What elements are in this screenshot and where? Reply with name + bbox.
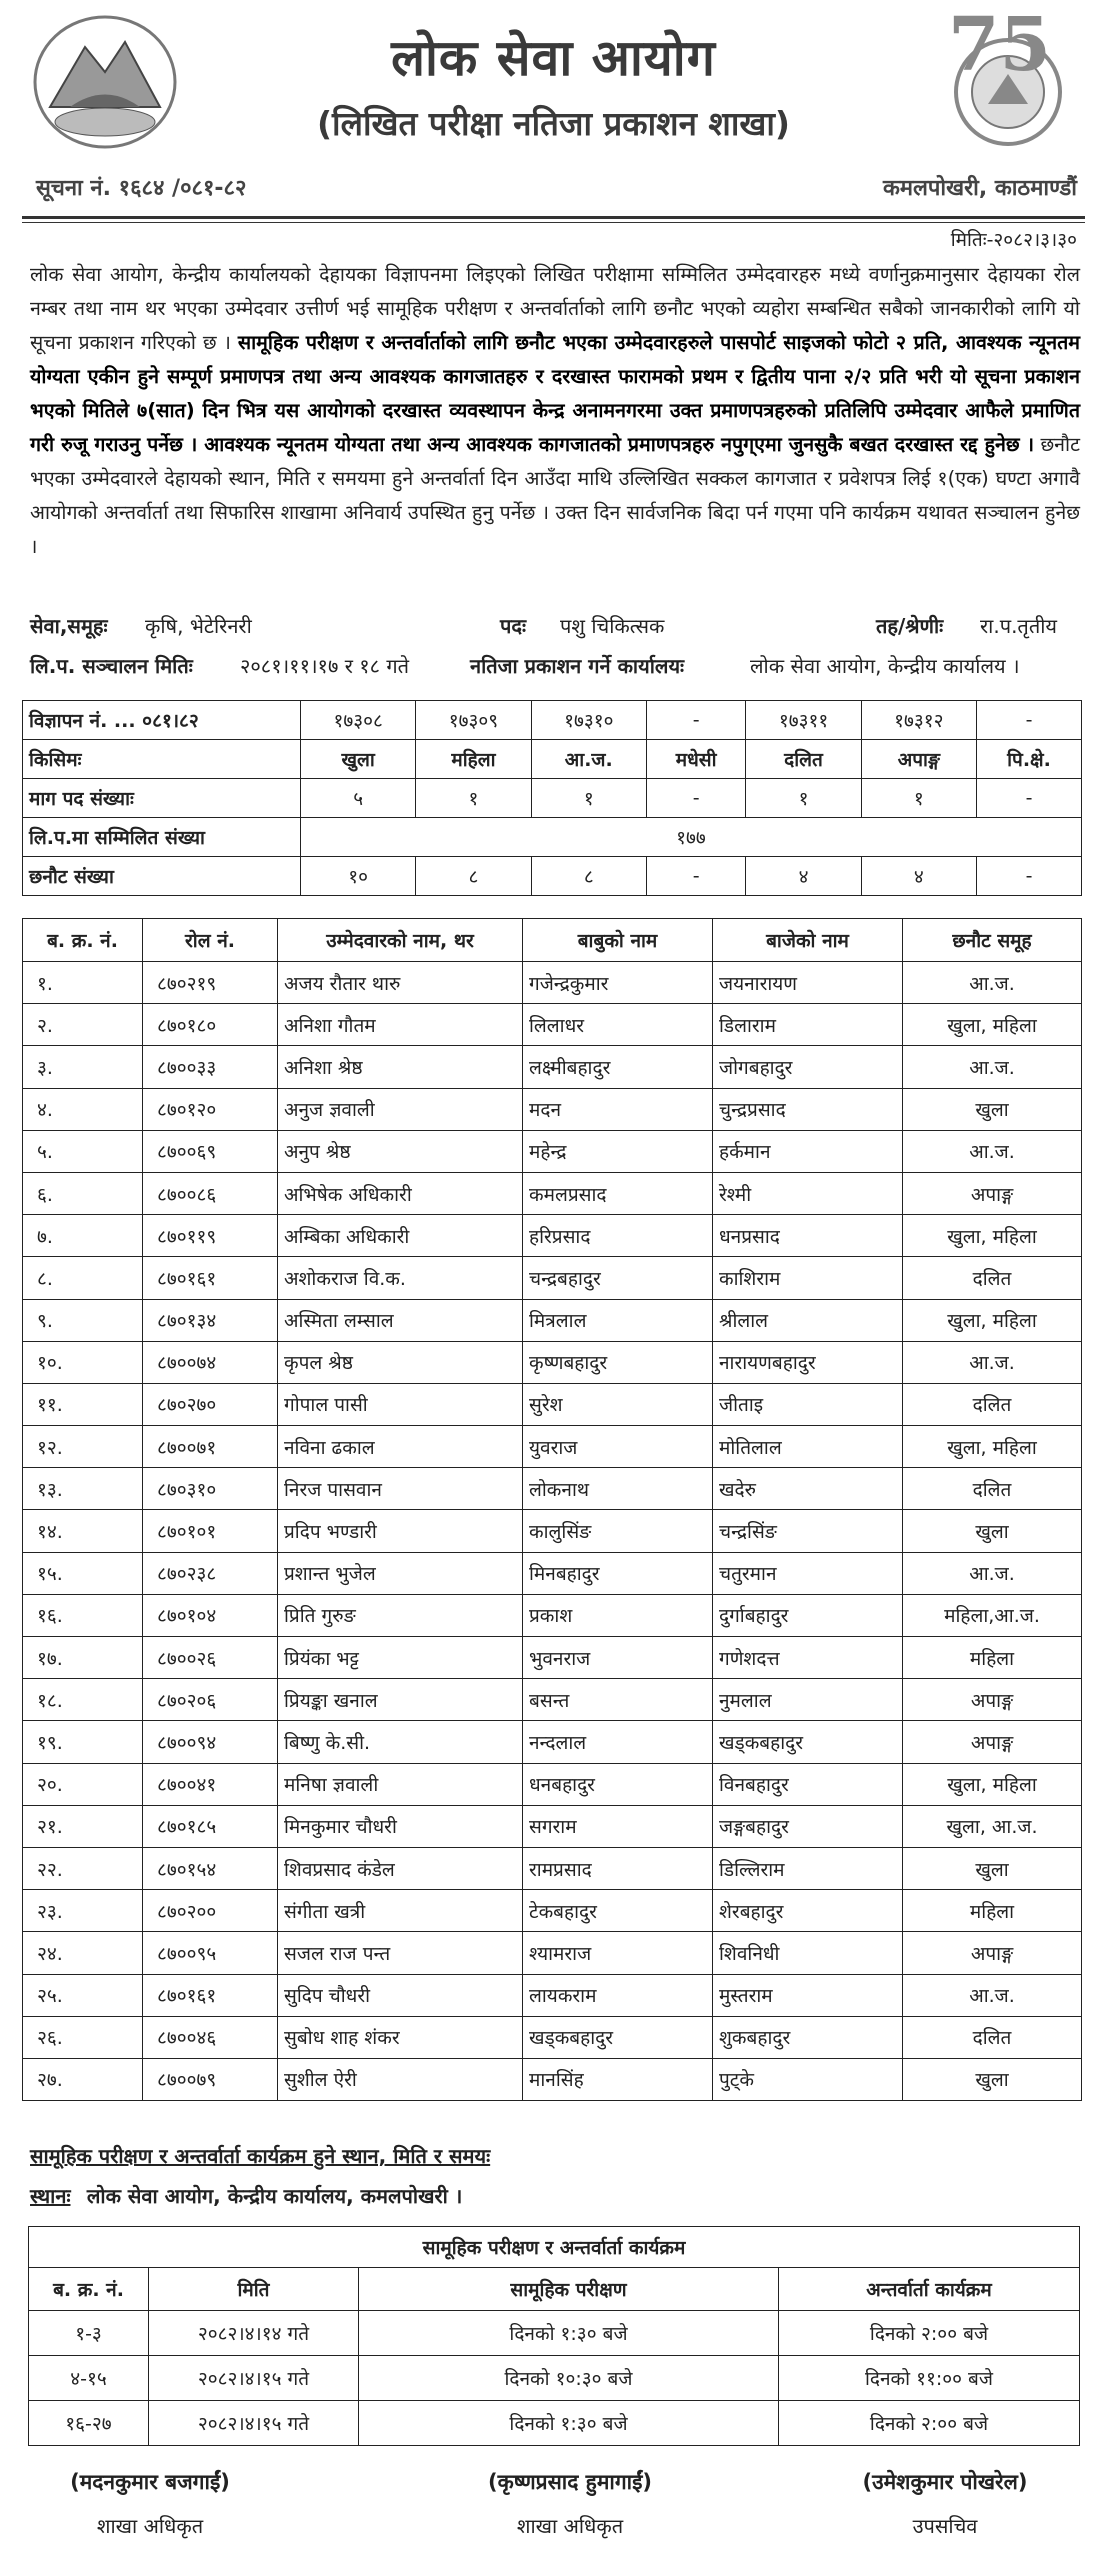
serial-no: १.	[23, 962, 143, 1004]
grandfather-name: डिल्लिराम	[713, 1847, 903, 1889]
roll-no: ८७०११९	[143, 1215, 278, 1257]
selection-group: खुला	[903, 1088, 1082, 1130]
grandfather-name: काशिराम	[713, 1257, 903, 1299]
selected-count: १०	[301, 857, 416, 896]
table-row	[23, 1172, 1082, 1214]
adv-number: १७३०९	[416, 701, 531, 740]
father-name: युवराज	[523, 1426, 713, 1468]
father-name: धनबहादुर	[523, 1763, 713, 1805]
grandfather-name: शुकबहादुर	[713, 2016, 903, 2058]
table-row	[23, 1974, 1082, 2016]
demand-count: १	[416, 779, 531, 818]
grandfather-name: मुस्तराम	[713, 1974, 903, 2016]
serial-no: २५.	[23, 1974, 143, 2016]
serial-no: ३.	[23, 1046, 143, 1088]
selection-group: महिला	[903, 1637, 1082, 1679]
grandfather-name: धनप्रसाद	[713, 1215, 903, 1257]
roll-no: ८७०२१९	[143, 962, 278, 1004]
roll-no: ८७०१३४	[143, 1299, 278, 1341]
table-row	[23, 1805, 1082, 1847]
demand-count: ५	[301, 779, 416, 818]
serial-no: २१.	[23, 1805, 143, 1847]
candidate-name: अनिशा श्रेष्ठ	[278, 1046, 523, 1088]
intro-text-1: लोक सेवा आयोग, केन्द्रीय कार्यालयको देहायका विज्ञापनमा लिइएको लिखित परीक्षामा सम्मिलित उम्मेदवारहरु मध्ये वर्णानुक्रमानुसार देहायका रोल नम्बर तथा नाम थर भएका उम्मेदवार उत्तीर्ण भई सामूहिक परीक्षण र अन्तर्वार्ताको लागि छनौट भएको व्यहोरा सम्बन्धित सबैको जानकारीको लागि यो सूचना प्रकाशन गरिएको छ ।	[30, 263, 1080, 354]
serial-no: १२.	[23, 1426, 143, 1468]
father-name: चन्द्रबहादुर	[523, 1257, 713, 1299]
schedule-range: १-३	[29, 2311, 149, 2356]
selected-label: छनौट संख्या	[23, 857, 301, 896]
selection-group: अपाङ्ग	[903, 1721, 1082, 1763]
selection-group: खुला, महिला	[903, 1299, 1082, 1341]
col-header: ब. क्र. नं.	[23, 919, 143, 962]
candidate-name: सुदिप चौधरी	[278, 1974, 523, 2016]
col-header: बाजेको नाम	[713, 919, 903, 962]
schedule-interview: दिनको २:०० बजे	[779, 2311, 1080, 2356]
grandfather-name: नुमलाल	[713, 1679, 903, 1721]
selection-group: खुला, आ.ज.	[903, 1805, 1082, 1847]
selection-group: आ.ज.	[903, 962, 1082, 1004]
grandfather-name: रेश्मी	[713, 1172, 903, 1214]
table-row	[23, 1679, 1082, 1721]
serial-no: २०.	[23, 1763, 143, 1805]
signature-role: उपसचिव	[912, 2514, 978, 2538]
father-name: गजेन्द्रकुमार	[523, 962, 713, 1004]
father-name: टेकबहादुर	[523, 1890, 713, 1932]
roll-no: ८७०३१०	[143, 1468, 278, 1510]
grandfather-name: शिवनिधी	[713, 1932, 903, 1974]
table-row	[23, 1257, 1082, 1299]
roll-no: ८७००७१	[143, 1426, 278, 1468]
selection-group: खुला, महिला	[903, 1004, 1082, 1046]
roll-no: ८७०१०१	[143, 1510, 278, 1552]
serial-no: ११.	[23, 1383, 143, 1425]
father-name: कृष्णबहादुर	[523, 1341, 713, 1383]
quota-type: आ.ज.	[531, 740, 646, 779]
selection-group: दलित	[903, 2016, 1082, 2058]
quota-type: अपाङ्ग	[861, 740, 976, 779]
selection-group: आ.ज.	[903, 1046, 1082, 1088]
selection-group: दलित	[903, 1383, 1082, 1425]
roll-no: ८७०२३८	[143, 1552, 278, 1594]
father-name: लोकनाथ	[523, 1468, 713, 1510]
service-value: कृषि, भेटेरिनरी	[145, 614, 252, 638]
schedule-date: २०८२।४।१५ गते	[149, 2401, 359, 2446]
demand-count: १	[531, 779, 646, 818]
candidate-name: प्रियङ्का खनाल	[278, 1679, 523, 1721]
serial-no: १९.	[23, 1721, 143, 1763]
quota-type: महिला	[416, 740, 531, 779]
serial-no: २.	[23, 1004, 143, 1046]
roll-no: ८७०१८०	[143, 1004, 278, 1046]
serial-no: ६.	[23, 1172, 143, 1214]
father-name: कालुसिंङ	[523, 1510, 713, 1552]
logo-75-text: 75	[948, 2, 1051, 88]
table-row	[23, 1383, 1082, 1425]
table-row	[23, 1046, 1082, 1088]
intro-text-bold: सामूहिक परीक्षण र अन्तर्वार्ताको लागि छनौट भएका उम्मेदवारहरुले पासपोर्ट साइजको फोटो २ प्रति, आवश्यक न्यूनतम योग्यता एकीन हुने सम्पूर्ण प्रमाणपत्र तथा अन्य आवश्यक कागजातहरु र दरखास्त फारामको प्रथम र द्वितीय पाना २/२ प्रति भरी यो सूचना प्रकाशन भएको मितिले ७(सात) दिन भित्र यस आयोगको दरखास्त व्यवस्थापन केन्द्र अनामनगरमा उक्त प्रमाणपत्रहरुको प्रतिलिपि उम्मेदवार आफैले प्रमाणित गरी रुजू गराउनु पर्नेछ । आवश्यक न्यूनतम योग्यता तथा अन्य आवश्यक कागजातको प्रमाणपत्रहरु नपुग्एमा जुनसुकै बखत दरखास्त रद्द हुनेछ ।	[30, 331, 1080, 456]
roll-no: ८७०१६१	[143, 1257, 278, 1299]
quota-type: पि.क्षे.	[977, 740, 1082, 779]
serial-no: १७.	[23, 1637, 143, 1679]
grandfather-name: हर्कमान	[713, 1130, 903, 1172]
table-row	[23, 1004, 1082, 1046]
vacancy-selected-row	[23, 857, 1082, 896]
notice-date: मितिः-२०८२।३।३०	[950, 229, 1077, 251]
schedule-interview: दिनको २:०० बजे	[779, 2401, 1080, 2446]
candidate-name: सुशील ऐरी	[278, 2058, 523, 2100]
candidate-name: अनुप श्रेष्ठ	[278, 1130, 523, 1172]
adv-number: १७३१२	[861, 701, 976, 740]
signature-name: (मदनकुमार बजगाईं)	[70, 2470, 230, 2494]
grandfather-name: खड्कबहादुर	[713, 1721, 903, 1763]
selection-group: आ.ज.	[903, 1341, 1082, 1383]
father-name: लक्ष्मीबहादुर	[523, 1046, 713, 1088]
vacancy-type-row	[23, 740, 1082, 779]
candidate-name: प्रिति गुरुङ	[278, 1594, 523, 1636]
roll-no: ८७००८६	[143, 1172, 278, 1214]
candidate-name: मनिषा ज्ञवाली	[278, 1763, 523, 1805]
candidate-name: सजल राज पन्त	[278, 1932, 523, 1974]
serial-no: १३.	[23, 1468, 143, 1510]
table-row	[23, 1426, 1082, 1468]
quota-type: खुला	[301, 740, 416, 779]
roll-no: ८७००७९	[143, 2058, 278, 2100]
grandfather-name: विनबहादुर	[713, 1763, 903, 1805]
candidate-name: प्रियंका भट्ट	[278, 1637, 523, 1679]
vacancy-participants-row	[23, 818, 1082, 857]
selection-group: अपाङ्ग	[903, 1172, 1082, 1214]
father-name: लिलाधर	[523, 1004, 713, 1046]
candidate-name: बिष्णु के.सी.	[278, 1721, 523, 1763]
schedule-date: २०८२।४।१४ गते	[149, 2311, 359, 2356]
roll-no: ८७००६९	[143, 1130, 278, 1172]
candidates-table	[22, 918, 1082, 2101]
selected-count: ८	[531, 857, 646, 896]
adv-number: १७३११	[746, 701, 861, 740]
intro-paragraph	[30, 258, 1080, 564]
father-name: बसन्त	[523, 1679, 713, 1721]
roll-no: ८७०२०६	[143, 1679, 278, 1721]
serial-no: २७.	[23, 2058, 143, 2100]
grandfather-name: पुट्के	[713, 2058, 903, 2100]
selection-group: अपाङ्ग	[903, 1679, 1082, 1721]
grandfather-name: मोतिलाल	[713, 1426, 903, 1468]
serial-no: १५.	[23, 1552, 143, 1594]
serial-no: १८.	[23, 1679, 143, 1721]
serial-no: ८.	[23, 1257, 143, 1299]
level-label: तह/श्रेणीः	[876, 614, 944, 638]
serial-no: २४.	[23, 1932, 143, 1974]
selection-group: खुला, महिला	[903, 1215, 1082, 1257]
roll-no: ८७०१८५	[143, 1805, 278, 1847]
candidate-name: प्रदिप भण्डारी	[278, 1510, 523, 1552]
selection-group: दलित	[903, 1257, 1082, 1299]
post-value: पशु चिकित्सक	[560, 614, 665, 638]
candidate-name: अनिशा गौतम	[278, 1004, 523, 1046]
father-name: भुवनराज	[523, 1637, 713, 1679]
table-row	[23, 1088, 1082, 1130]
selected-count: ८	[416, 857, 531, 896]
grandfather-name: चुन्द्रप्रसाद	[713, 1088, 903, 1130]
selected-count: ४	[861, 857, 976, 896]
signature-name: (उमेशकुमार पोखरेल)	[862, 2470, 1028, 2494]
roll-no: ८७०२७०	[143, 1383, 278, 1425]
schedule-row	[29, 2401, 1080, 2446]
demand-count: १	[746, 779, 861, 818]
schedule-date: २०८२।४।१५ गते	[149, 2356, 359, 2401]
vacancy-table	[22, 700, 1082, 896]
father-name: महेन्द्र	[523, 1130, 713, 1172]
col-header: बाबुको नाम	[523, 919, 713, 962]
candidate-name: मिनकुमार चौधरी	[278, 1805, 523, 1847]
demand-count: १	[861, 779, 976, 818]
exam-info-row	[30, 652, 1080, 682]
schedule-group-test: दिनको १:३० बजे	[359, 2401, 779, 2446]
roll-no: ८७०१५४	[143, 1847, 278, 1889]
roll-no: ८७०१२०	[143, 1088, 278, 1130]
table-row	[23, 1847, 1082, 1889]
candidates-header-row	[23, 919, 1082, 962]
father-name: हरिप्रसाद	[523, 1215, 713, 1257]
selection-group: खुला	[903, 2058, 1082, 2100]
col-header: सामूहिक परीक्षण	[359, 2268, 779, 2311]
service-info-row	[30, 612, 1080, 642]
result-office-label: नतिजा प्रकाशन गर्ने कार्यालयः	[470, 654, 685, 678]
father-name: सगराम	[523, 1805, 713, 1847]
grandfather-name: डिलाराम	[713, 1004, 903, 1046]
quota-type: दलित	[746, 740, 861, 779]
table-row	[23, 2016, 1082, 2058]
vacancy-demand-row	[23, 779, 1082, 818]
exam-date-label: लि.प. सञ्चालन मितिः	[30, 654, 193, 678]
result-office-value: लोक सेवा आयोग, केन्द्रीय कार्यालय ।	[750, 654, 1020, 678]
roll-no: ८७००२६	[143, 1637, 278, 1679]
serial-no: ५.	[23, 1130, 143, 1172]
selection-group: खुला	[903, 1510, 1082, 1552]
table-row	[23, 1932, 1082, 1974]
grandfather-name: खदेरु	[713, 1468, 903, 1510]
office-location: कमलपोखरी, काठमाण्डौं	[882, 176, 1077, 201]
father-name: लायकराम	[523, 1974, 713, 2016]
exam-date-value: २०८१।११।१७ र १८ गते	[240, 654, 410, 678]
intro-text-2: छनौट भएका उम्मेदवारले देहायको स्थान, मिति र समयमा हुने अन्तर्वार्ता दिन आउँदा माथि उल्लिखित सक्कल कागजात र प्रवेशपत्र लिई १(एक) घण्टा अगावै आयोगको अन्तर्वार्ता तथा सिफारिस शाखामा अनिवार्य उपस्थित हुनु पर्नेछ । उक्त दिन सार्वजनिक बिदा पर्न गएमा पनि कार्यक्रम यथावत सञ्चालन हुनेछ ।	[30, 433, 1080, 558]
table-row	[23, 1299, 1082, 1341]
roll-no: ८७००९४	[143, 1721, 278, 1763]
father-name: सुरेश	[523, 1383, 713, 1425]
schedule-group-test: दिनको १:३० बजे	[359, 2311, 779, 2356]
adv-number: -	[646, 701, 745, 740]
candidate-name: अजय रौतार थारु	[278, 962, 523, 1004]
selection-group: अपाङ्ग	[903, 1932, 1082, 1974]
roll-no: ८७००९५	[143, 1932, 278, 1974]
selection-group: आ.ज.	[903, 1974, 1082, 2016]
candidate-name: प्रशान्त भुजेल	[278, 1552, 523, 1594]
schedule-range: ४-१५	[29, 2356, 149, 2401]
col-header: अन्तर्वार्ता कार्यक्रम	[779, 2268, 1080, 2311]
place-label: स्थानः	[30, 2184, 71, 2208]
serial-no: १४.	[23, 1510, 143, 1552]
schedule-table	[28, 2226, 1080, 2446]
page-subtitle: (लिखित परीक्षा नतिजा प्रकाशन शाखा)	[316, 104, 791, 143]
grandfather-name: श्रीलाल	[713, 1299, 903, 1341]
table-row	[23, 1890, 1082, 1932]
grandfather-name: नारायणबहादुर	[713, 1341, 903, 1383]
page-title: लोक सेवा आयोग	[391, 29, 716, 87]
selection-group: खुला, महिला	[903, 1763, 1082, 1805]
participants-label: लि.प.मा सम्मिलित संख्या	[23, 818, 301, 857]
col-header: मिति	[149, 2268, 359, 2311]
selected-count: ४	[746, 857, 861, 896]
selection-group: महिला	[903, 1890, 1082, 1932]
schedule-place-row	[30, 2182, 462, 2209]
serial-no: २२.	[23, 1847, 143, 1889]
candidate-name: अभिषेक अधिकारी	[278, 1172, 523, 1214]
father-name: रामप्रसाद	[523, 1847, 713, 1889]
type-label: किसिमः	[23, 740, 301, 779]
table-row	[23, 2058, 1082, 2100]
table-row	[23, 1341, 1082, 1383]
demand-label: माग पद संख्याः	[23, 779, 301, 818]
serial-no: ४.	[23, 1088, 143, 1130]
col-header: उम्मेदवारको नाम, थर	[278, 919, 523, 962]
schedule-caption-row	[29, 2227, 1080, 2268]
col-header: छनौट समूह	[903, 919, 1082, 962]
grandfather-name: जयनारायण	[713, 962, 903, 1004]
notice-number: सूचना नं. १६८४ /०८१-८२	[36, 176, 247, 201]
father-name: मित्रलाल	[523, 1299, 713, 1341]
grandfather-name: शेरबहादुर	[713, 1890, 903, 1932]
candidate-name: अशोकराज वि.क.	[278, 1257, 523, 1299]
schedule-interview: दिनको ११:०० बजे	[779, 2356, 1080, 2401]
father-name: मिनबहादुर	[523, 1552, 713, 1594]
quota-type: मधेसी	[646, 740, 745, 779]
father-name: मानसिंह	[523, 2058, 713, 2100]
roll-no: ८७०२००	[143, 1890, 278, 1932]
col-header: ब. क्र. नं.	[29, 2268, 149, 2311]
schedule-header-row	[29, 2268, 1080, 2311]
selection-group: खुला, महिला	[903, 1426, 1082, 1468]
signature-role: शाखा अधिकृत	[516, 2514, 624, 2538]
header-divider-thin	[22, 222, 1085, 223]
table-row	[23, 962, 1082, 1004]
schedule-range: १६-२७	[29, 2401, 149, 2446]
candidate-name: संगीता खत्री	[278, 1890, 523, 1932]
table-row	[23, 1721, 1082, 1763]
demand-count: -	[977, 779, 1082, 818]
selection-group: आ.ज.	[903, 1130, 1082, 1172]
signature-name: (कृष्णप्रसाद हुमागाईं)	[487, 2470, 653, 2494]
table-row	[23, 1510, 1082, 1552]
candidate-name: अनुज ज्ञवाली	[278, 1088, 523, 1130]
adv-number: १७३०८	[301, 701, 416, 740]
grandfather-name: चन्द्रसिंङ	[713, 1510, 903, 1552]
selection-group: दलित	[903, 1468, 1082, 1510]
selection-group: आ.ज.	[903, 1552, 1082, 1594]
schedule-group-test: दिनको १०:३० बजे	[359, 2356, 779, 2401]
signature-role: शाखा अधिकृत	[96, 2514, 204, 2538]
grandfather-name: जोगबहादुर	[713, 1046, 903, 1088]
table-row	[23, 1215, 1082, 1257]
col-header: रोल नं.	[143, 919, 278, 962]
candidate-name: नविना ढकाल	[278, 1426, 523, 1468]
candidate-name: निरज पासवान	[278, 1468, 523, 1510]
serial-no: १०.	[23, 1341, 143, 1383]
adv-number: १७३१०	[531, 701, 646, 740]
table-row	[23, 1552, 1082, 1594]
table-row	[23, 1130, 1082, 1172]
father-name: नन्दलाल	[523, 1721, 713, 1763]
grandfather-name: जङ्गबहादुर	[713, 1805, 903, 1847]
father-name: मदन	[523, 1088, 713, 1130]
father-name: खड्कबहादुर	[523, 2016, 713, 2058]
table-row	[23, 1637, 1082, 1679]
serial-no: २३.	[23, 1890, 143, 1932]
participants-count: १७७	[301, 818, 1082, 857]
candidate-name: गोपाल पासी	[278, 1383, 523, 1425]
place-value: लोक सेवा आयोग, केन्द्रीय कार्यालय, कमलपोखरी ।	[86, 2184, 463, 2208]
roll-no: ८७०१६१	[143, 1974, 278, 2016]
roll-no: ८७००४१	[143, 1763, 278, 1805]
demand-count: -	[646, 779, 745, 818]
father-name: श्यामराज	[523, 1932, 713, 1974]
schedule-row	[29, 2356, 1080, 2401]
roll-no: ८७००७४	[143, 1341, 278, 1383]
schedule-caption: सामूहिक परीक्षण र अन्तर्वार्ता कार्यक्रम	[29, 2227, 1080, 2268]
service-label: सेवा,समूहः	[30, 614, 108, 638]
post-label: पदः	[500, 614, 527, 638]
serial-no: ७.	[23, 1215, 143, 1257]
table-row	[23, 1468, 1082, 1510]
schedule-row	[29, 2311, 1080, 2356]
selected-count: -	[646, 857, 745, 896]
candidate-name: सुबोध शाह शंकर	[278, 2016, 523, 2058]
candidate-name: कृपल श्रेष्ठ	[278, 1341, 523, 1383]
grandfather-name: गणेशदत्त	[713, 1637, 903, 1679]
candidate-name: अस्मिता लम्साल	[278, 1299, 523, 1341]
serial-no: २६.	[23, 2016, 143, 2058]
grandfather-name: जीताइ	[713, 1383, 903, 1425]
serial-no: १६.	[23, 1594, 143, 1636]
father-name: कमलप्रसाद	[523, 1172, 713, 1214]
table-row	[23, 1594, 1082, 1636]
level-value: रा.प.तृतीय	[980, 614, 1058, 638]
father-name: प्रकाश	[523, 1594, 713, 1636]
schedule-heading: सामूहिक परीक्षण र अन्तर्वार्ता कार्यक्रम हुने स्थान, मिति र समयः	[30, 2144, 491, 2168]
adv-label: विज्ञापन नं. ... ०८१।८२	[23, 701, 301, 740]
roll-no: ८७००३३	[143, 1046, 278, 1088]
adv-number: -	[977, 701, 1082, 740]
grandfather-name: दुर्गाबहादुर	[713, 1594, 903, 1636]
roll-no: ८७०१०४	[143, 1594, 278, 1636]
vacancy-adv-row	[23, 701, 1082, 740]
selection-group: महिला,आ.ज.	[903, 1594, 1082, 1636]
roll-no: ८७००४६	[143, 2016, 278, 2058]
table-row	[23, 1763, 1082, 1805]
grandfather-name: चतुरमान	[713, 1552, 903, 1594]
header-divider	[22, 216, 1085, 219]
candidate-name: शिवप्रसाद कंडेल	[278, 1847, 523, 1889]
serial-no: ९.	[23, 1299, 143, 1341]
selection-group: खुला	[903, 1847, 1082, 1889]
selected-count: -	[977, 857, 1082, 896]
candidate-name: अम्बिका अधिकारी	[278, 1215, 523, 1257]
